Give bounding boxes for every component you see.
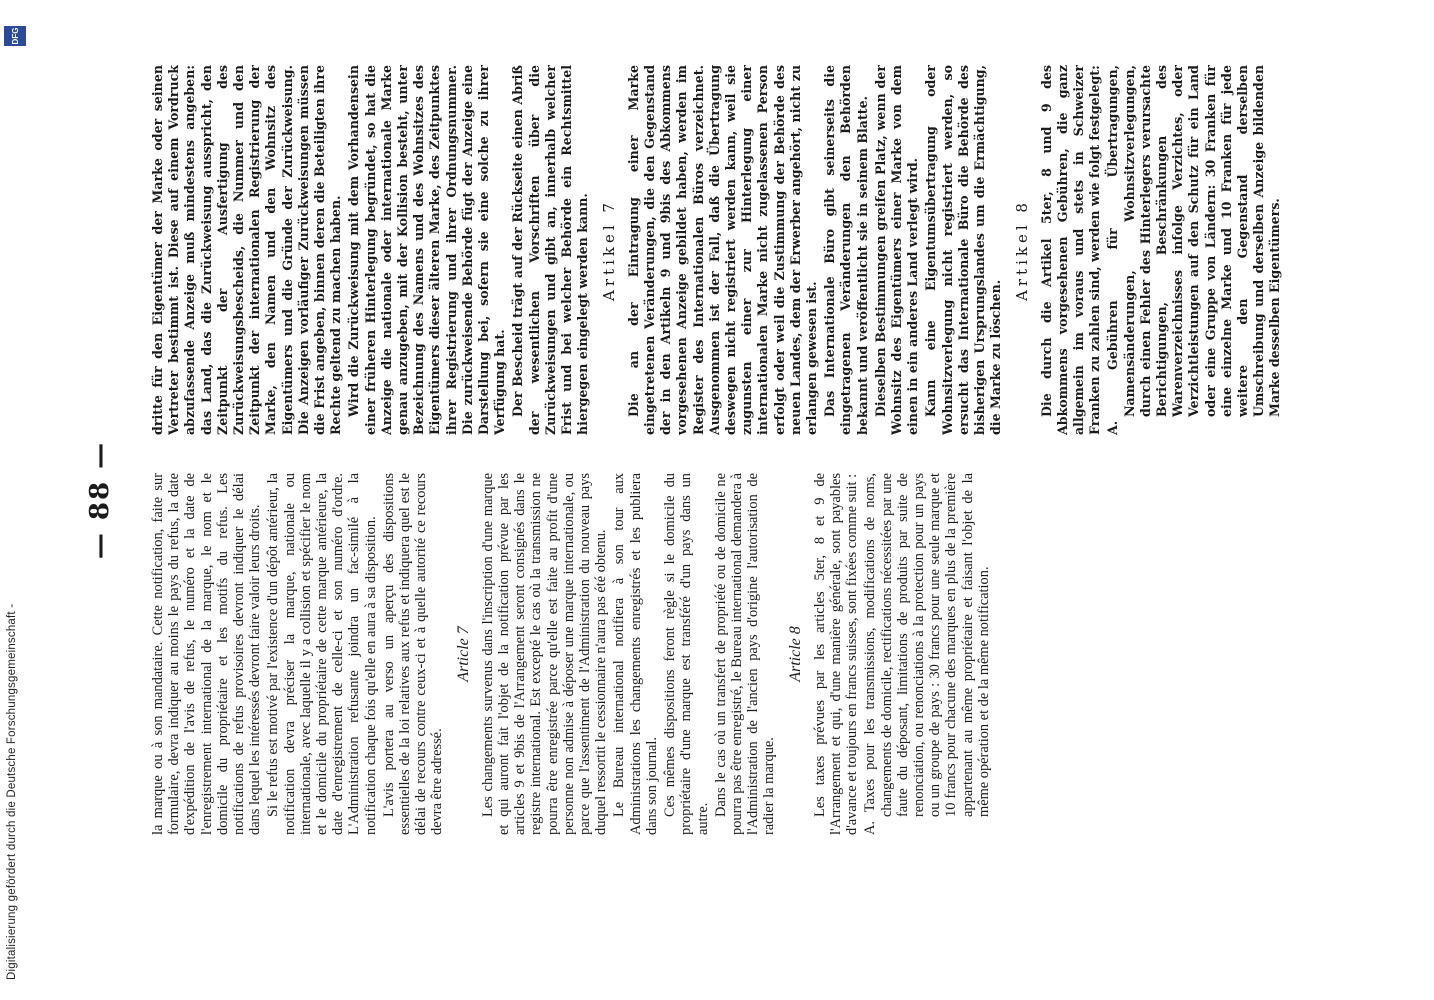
paragraph: Das Internationale Büro gibt seinerseits die eingetragenen Veränderungen den Behörden bekannt und veröffentlicht sie in seinem Blatte. [822,65,870,435]
paragraph: dritte für den Eigentümer der Marke oder seinen Vertreter bestimmt ist. Diese auf einem Vordruck abzufassende Anzeige muß mindestens angeben: das Land, das die Zurückweisung ausspricht, den Zeitpunkt der Ausfertigung des Zurückweisungsbescheids, die Nummer und den Zeitpunkt der internationalen Registrierung der Marke, den Namen und den Wohnsitz des Eigentümers und die Gründe der Zurückweisung. Die Anzeigen vorläufiger Zurückweisungen müssen die Frist angeben, binnen deren die Beteiligten ihre Rechte geltend zu machen haben. [150,65,344,435]
paragraph: Wird die Zurückweisung mit dem Vorhandensein einer früheren Hinterlegung begründet, so hat die Anzeige die nationale oder internationale Marke genau anzugeben, mit der Kollision besteht, unter Bezeichnung des Namens und des Wohnsitzes des Eigentümers dieser älteren Marke, des Zeitpunktes ihrer Registrierung und ihrer Ordnungsnummer. Die zurückweisende Behörde fügt der Anzeige eine Darstellung bei, sofern sie eine solche zu ihrer Verfügung hat. [346,65,508,435]
funding-note: Digitalisierung gefördert durch die Deutsche Forschungsgemeinschaft - [6,603,18,980]
paragraph: Si le refus est motivé par l'existence d'un dépôt antérieur, la notification devra préciser la marque, nationale ou internationale, avec laquelle il y a collision et spécifier le nom et le domicile du propriétaire de cette marque antérieure, la date d'enregistrement de celle-ci et son numéro d'ordre. L'Administration refusante joindra un fac-similé à la notification chaque fois qu'elle en aura à sa disposition. [265,473,379,835]
paragraph: A. Gebühren für Übertragungen, Namensänderungen, Wohnsitzverlegungen, durch einen Fehler des Hinterlegers verursachte Berichtigungen, Beschränkungen des Warenverzeichnisses infolge Verzichtes, oder Verzichtleistungen auf den Schutz für ein Land oder eine Gruppe von Ländern: 30 Franken für eine einzelne Marke und 10 Franken für jede weitere den Gegenstand derselben Umschreibung und derselben Anzeige bildenden Marke desselben Eigentümers. [1105,65,1283,435]
paragraph: Les changements survenus dans l'inscription d'une marque et qui auront fait l'objet de la notification prévue par les articles 9 et 9bis de l'Arrangement seront consignés dans le registre international. Est excepté le cas où la transmission ne pourra être enregistrée parce qu'elle est faite au profit d'une personne non admise à déposer une marque internationale, ou parce que l'assentiment de l'Administration du nouveau pays duquel ressortit le cessionnaire n'aura pas été obtenu. [479,473,610,835]
paragraph: Die an der Eintragung einer Marke eingetretenen Veränderungen, die den Gegenstand der in den Artikeln 9 und 9bis des Abkommens vorgesehenen Anzeige gebildet haben, werden im Register des Internationalen Büros verzeichnet. Ausgenommen ist der Fall, daß die Übertragung deswegen nicht registriert werden kann, weil sie zugunsten einer zur Hinterlegung einer internationalen Marke nicht zugelassenen Person erfolgt oder weil die Zustimmung der Behörde des neuen Landes, dem der Erwerber angehört, nicht zu erlangen gewesen ist. [625,65,819,435]
paragraph: Die durch die Artikel 5ter, 8 und 9 des Abkommens vorgesehenen Gebühren, die ganz allgemein im voraus und stets in Schweizer Franken zu zahlen sind, werden wie folgt festgelegt: [1038,65,1103,435]
article-heading: Artikel 7 [600,199,619,301]
paragraph: L'avis portera au verso un aperçu des dispositions essentielles de la loi relatives aux refus et indiquera quel est le délai de recours contre ceux-ci et à quelle autorité ce recours devra être adressé. [380,473,446,835]
article-heading: Article 8 [786,626,804,682]
paragraph: Dans le cas où un transfert de propriété ou de domicile ne pourra pas être enregistré, le Bureau international demandera à l'Administration de l'ancien pays d'origine l'autorisation de radier la marque. [712,473,778,835]
paragraph: Le Bureau international notifiera à son tour aux Administrations les changements enregistrés et les publiera dans son journal. [611,473,660,835]
paragraph: Der Bescheid trägt auf der Rückseite einen Abriß der wesentlichen Vorschriften über die Zurückweisungen und gibt an, innerhalb welcher Frist und bei welcher Behörde ein Rechtsmittel hiergegen eingelegt werden kann. [510,65,591,435]
paragraph: la marque ou à son mandataire. Cette notification, faite sur formulaire, devra indiquer au moins le pays du refus, la date d'expédition de l'avis de refus, le numéro et la date de l'enregistrement international de la marque, le nom et le domicile du propriétaire et les motifs du refus. Les notifications de refus provisoires devront indiquer le délai dans lequel les intéressés devront faire valoir leurs droits. [150,473,264,835]
article-heading: Article 7 [454,626,472,682]
dfg-logo: DFG [4,26,26,46]
paragraph: Dieselben Bestimmungen greifen Platz, wenn der Wohnsitz des Eigentümers einer Marke von dem einen in ein anderes Land verlegt wird. [872,65,921,435]
article-heading: Artikel 8 [1013,199,1032,301]
paragraph: Ces mêmes dispositions feront règle si le domicile du propriétaire d'une marque est transféré d'un pays dans un autre. [662,473,711,835]
german-column [150,65,1400,435]
paragraph: Les taxes prévues par les articles 5ter, 8 et 9 de l'Arrangement et qui, d'une manière générale, sont payables d'avance et toujours en francs suisses, sont fixées comme suit : [811,473,861,835]
paragraph: Kann eine Eigentumsübertragung oder Wohnsitzverlegung nicht registriert werden, so ersucht das Internationale Büro die Behörde des bisherigen Ursprungslandes um die Ermächtigung, die Marke zu löschen. [923,65,1004,435]
french-column [150,473,1400,835]
paragraph: A. Taxes pour les transmissions, modifications de noms, changements de domicile, rectifications nécessitées par une faute du déposant, limitations de produits par suite de renonciation, ou renonciations à la protection pour un pays ou un groupe de pays : 30 francs pour une seule marque et 10 francs pour chacune des marques en plus de la première appartenant au même propriétaire et faisant l'objet de la même opération et de la même notification. [862,473,992,835]
page-number: — 88 — [85,440,115,560]
digitization-footer [0,0,32,1000]
